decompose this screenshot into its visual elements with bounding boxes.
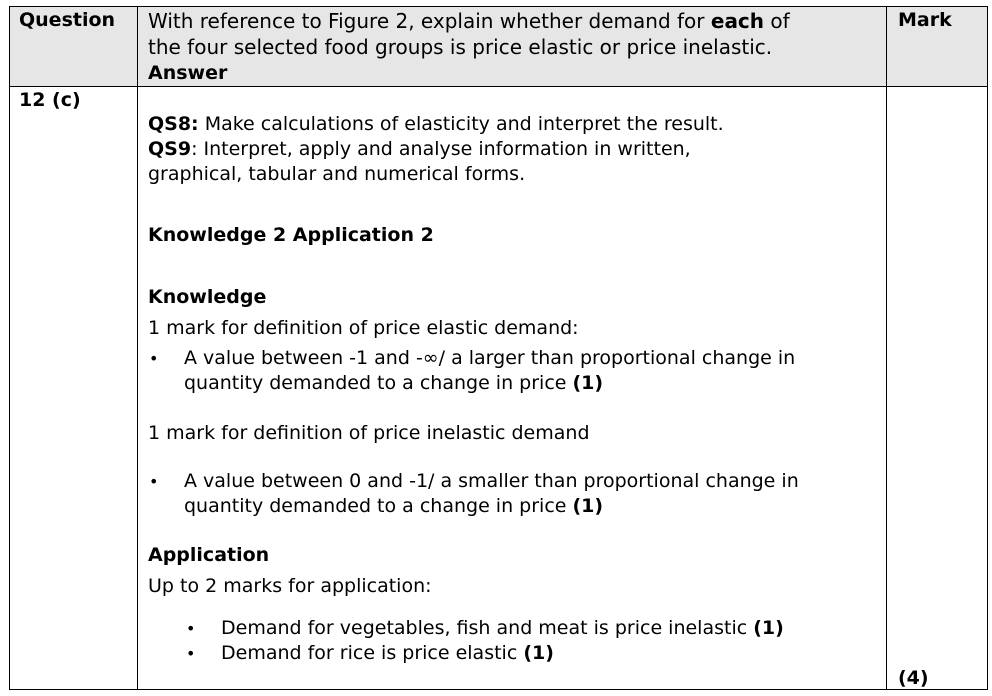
application-intro: Up to 2 marks for application: — [148, 575, 432, 597]
knowledge-heading: Knowledge — [148, 286, 267, 308]
table-border-left — [9, 6, 10, 690]
knowledge-elastic-intro: 1 mark for definition of price elastic demand: — [148, 317, 579, 339]
application-heading: Application — [148, 544, 270, 566]
table-border-bottom — [9, 689, 988, 690]
knowledge-elastic-bullet-line2: quantity demanded to a change in price (1) — [184, 372, 604, 394]
bullet-marker: • — [149, 472, 159, 491]
bullet-marker: • — [186, 644, 196, 663]
question-column-header: Question — [19, 9, 116, 31]
knowledge-inelastic-bullet-line2: quantity demanded to a change in price (1) — [184, 495, 604, 517]
table-border-right — [987, 6, 988, 690]
question-text-line1: With reference to Figure 2, explain whether demand for each of — [148, 9, 790, 33]
bullet-marker: • — [186, 619, 196, 638]
mark-total: (4) — [898, 667, 929, 689]
question-number: 12 (c) — [19, 89, 81, 111]
header-divider — [9, 86, 988, 87]
answer-column-header: Answer — [148, 62, 228, 84]
qs8-line: QS8: Make calculations of elasticity and interpret the result. — [148, 113, 724, 135]
table-border-top — [9, 6, 988, 7]
bullet-marker: • — [149, 349, 159, 368]
application-bullet-1: Demand for vegetables, fish and meat is price inelastic (1) — [221, 617, 784, 639]
application-bullet-2: Demand for rice is price elastic (1) — [221, 642, 554, 664]
column-divider-question — [137, 6, 138, 690]
qs9-line2: graphical, tabular and numerical forms. — [148, 163, 526, 185]
knowledge-inelastic-bullet-line1: A value between 0 and -1/ a smaller than proportional change in — [184, 470, 799, 492]
mark-column-header: Mark — [898, 9, 952, 31]
mark-scheme-table — [9, 6, 988, 690]
question-text-line2: the four selected food groups is price elastic or price inelastic. — [148, 35, 773, 59]
knowledge-application-heading: Knowledge 2 Application 2 — [148, 224, 434, 246]
knowledge-elastic-bullet-line1: A value between -1 and -∞/ a larger than proportional change in — [184, 347, 796, 369]
column-divider-mark — [886, 6, 887, 690]
knowledge-inelastic-intro: 1 mark for definition of price inelastic demand — [148, 422, 590, 444]
qs9-line: QS9: Interpret, apply and analyse information in written, — [148, 138, 691, 160]
